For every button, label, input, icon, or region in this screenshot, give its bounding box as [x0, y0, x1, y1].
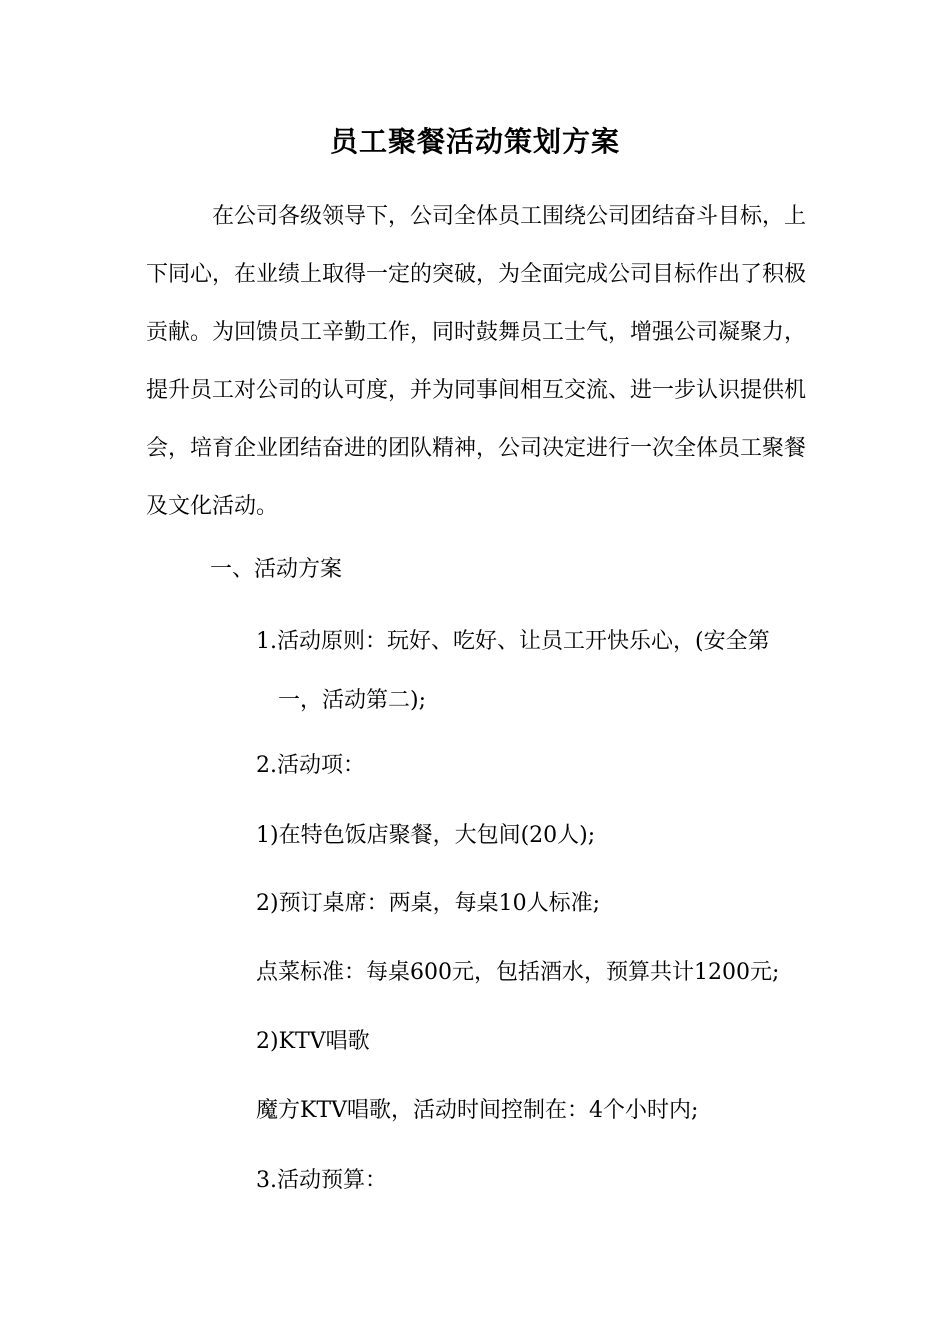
- sub-item-ktv: 2)KTV唱歌: [256, 1029, 370, 1054]
- intro-paragraph: 在公司各级领导下，公司全体员工围绕公司团结奋斗目标，上下同心，在业绩上取得一定的突破，为全面完成公司目标作出了积极贡献。为回馈员工辛勤工作，同时鼓舞员工士气，增强公司凝聚力，提升员工对公司的认可度，并为同事间相互交流、进一步认识提供机会，培育企业团结奋进的团队精神，公司决定进行一次全体员工聚餐及文化活动。: [146, 204, 807, 519]
- sub-item-table-booking: 2)预订桌席：两桌，每桌10人标准;: [256, 891, 600, 916]
- sub-item-menu-standard: 点菜标准：每桌600元，包括酒水，预算共计1200元;: [256, 960, 780, 985]
- section-heading-activity-plan: 一、活动方案: [210, 557, 343, 582]
- item-activity-budget: 3.活动预算：: [256, 1168, 387, 1193]
- item-activity-principle: 1.活动原则：玩好、吃好、让员工开快乐心，(安全第一，活动第二);: [256, 629, 770, 713]
- item-activity-items: 2.活动项：: [256, 753, 365, 778]
- document-title: 员工聚餐活动策划方案: [329, 125, 620, 158]
- sub-item-ktv-details: 魔方KTV唱歌，活动时间控制在：4个小时内;: [256, 1098, 699, 1123]
- sub-item-restaurant-dinner: 1)在特色饭店聚餐，大包间(20人);: [256, 823, 596, 848]
